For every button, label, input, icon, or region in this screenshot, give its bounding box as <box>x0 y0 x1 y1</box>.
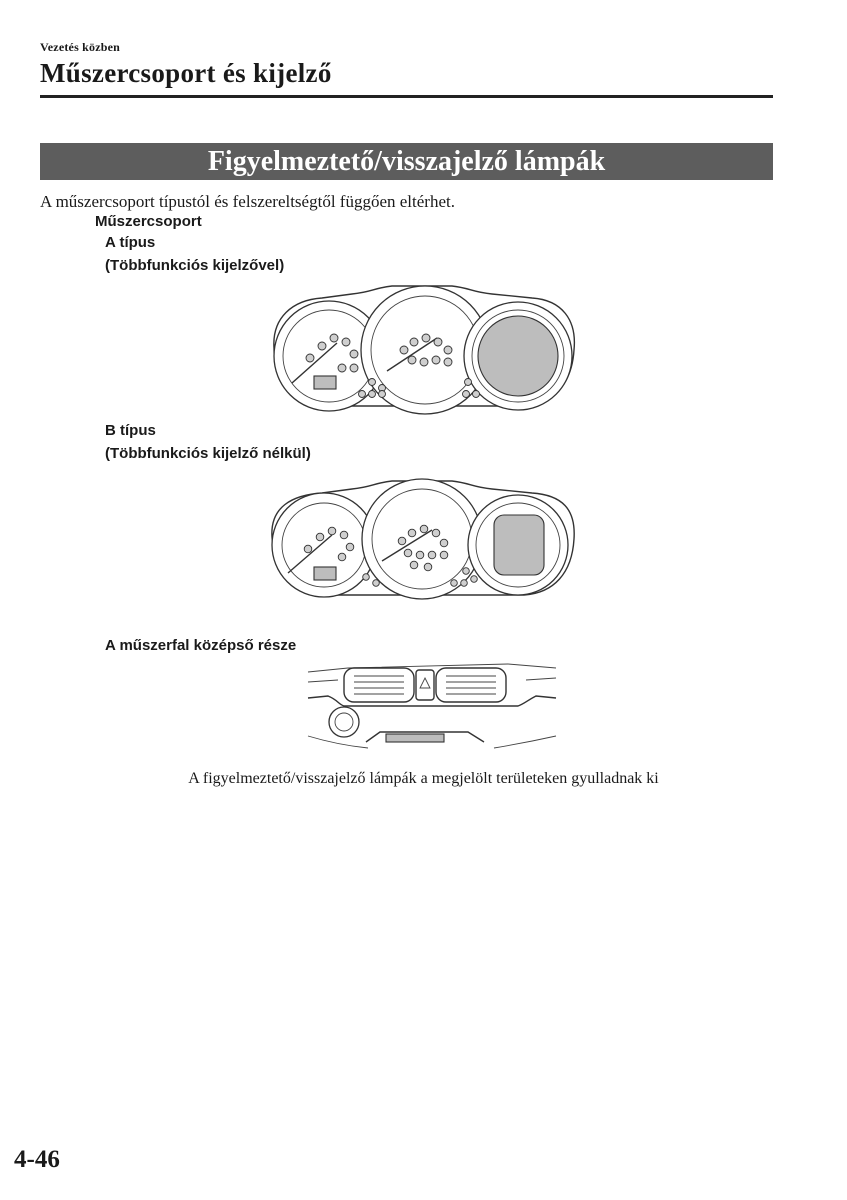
center-panel-illustration <box>308 658 556 758</box>
type-a-label: A típus <box>105 234 156 251</box>
intro-text: A műszercsoport típustól és felszereltségtől függően eltérhet. <box>40 192 455 211</box>
cluster-a-illustration <box>262 278 582 418</box>
type-b-label: B típus <box>105 422 156 439</box>
type-b-sublabel: (Többfunkciós kijelző nélkül) <box>105 445 311 462</box>
section-banner: Figyelmeztető/visszajelző lámpák <box>40 143 773 180</box>
right-vent-grille <box>446 676 496 694</box>
cluster-heading: Műszercsoport <box>95 213 202 230</box>
chapter-title: Műszercsoport és kijelző <box>40 58 332 88</box>
section-label: Vezetés közben <box>40 40 121 54</box>
figure-caption: A figyelmeztető/visszajelző lámpák a megjelölt területeken gyulladnak ki <box>188 770 659 787</box>
type-a-sublabel: (Többfunkciós kijelzővel) <box>105 257 285 274</box>
title-rule <box>40 95 773 98</box>
left-vent-grille <box>354 676 404 694</box>
cluster-b-illustration <box>262 475 582 605</box>
center-panel-label: A műszerfal középső része <box>105 637 297 654</box>
page-number: 4-46 <box>14 1146 60 1173</box>
hazard-icon <box>420 678 430 688</box>
